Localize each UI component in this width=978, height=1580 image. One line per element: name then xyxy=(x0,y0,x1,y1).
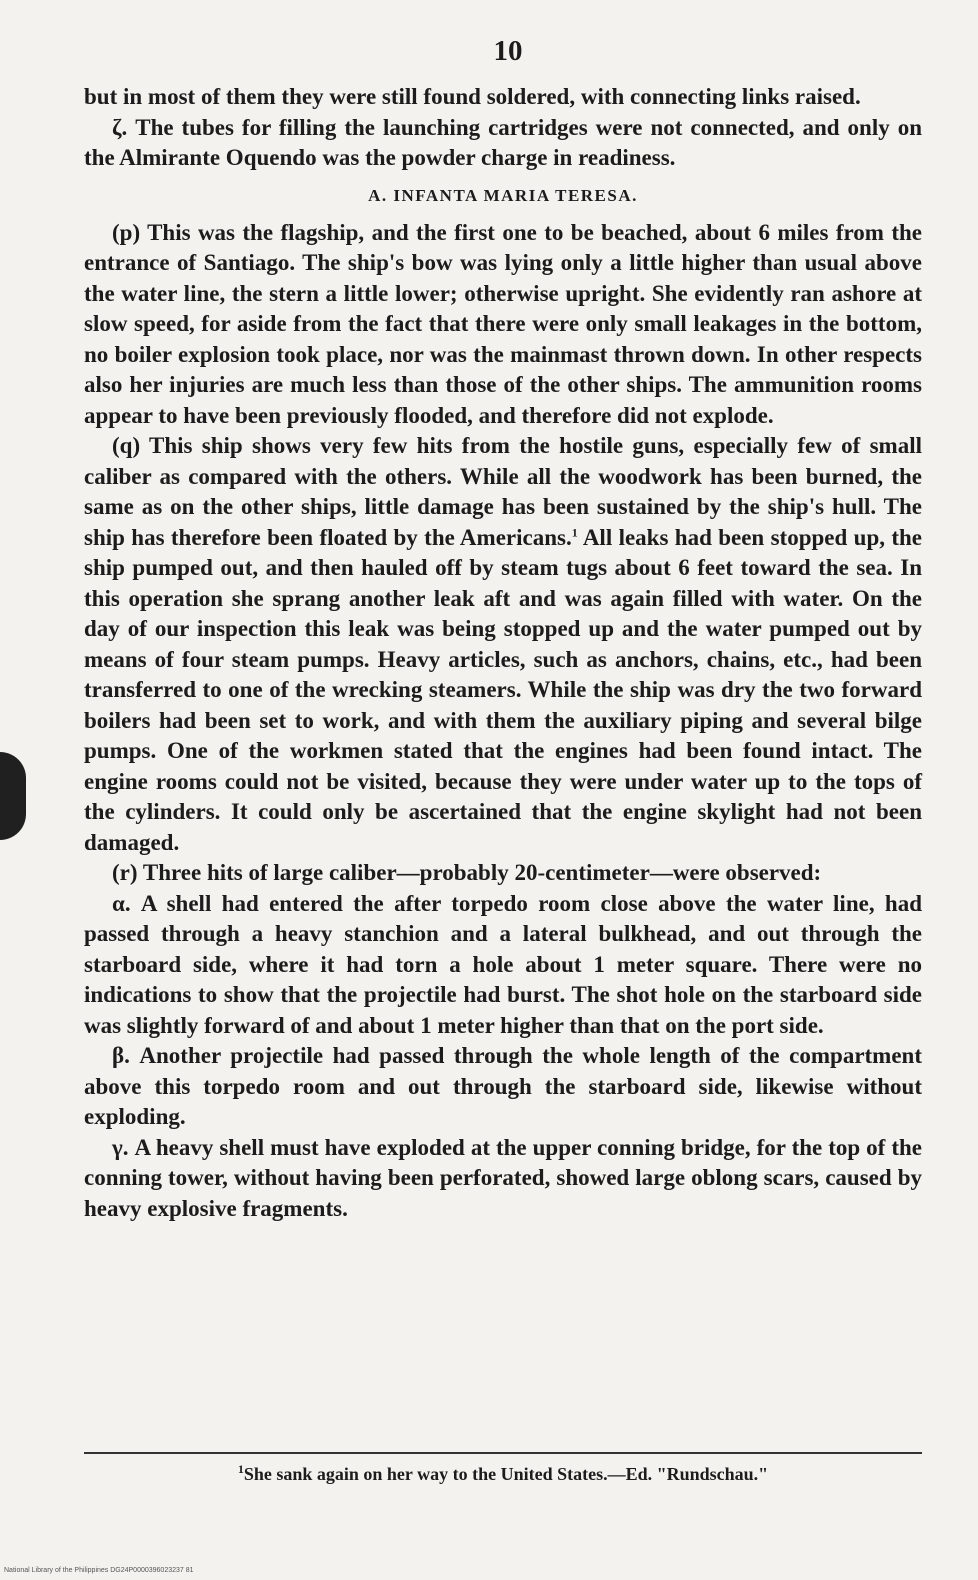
scan-credit: National Library of the Philippines DG24P0000396023237 81 xyxy=(4,1567,194,1574)
paragraph-p: (p) This was the flagship, and the first one to be beached, about 6 miles from the entrance of Santiago. The ship's bow was lying only a little higher than usual above the water line, the stern a little lower; otherwise upright. She evidently ran ashore at slow speed, for aside from the fact that there were only small leakages in the bottom, no boiler explosion took place, nor was the mainmast thrown down. In other respects also her injuries are much less than those of the other ships. The ammunition rooms appear to have been previously flooded, and therefore did not explode. xyxy=(84,219,922,428)
paragraph-q xyxy=(84,431,922,858)
page-number: 10 xyxy=(493,35,523,67)
paragraph-zeta: ζ. The tubes for filling the launching cartridges were not connected, and only on the Almirante Oquendo was the powder charge in readiness. xyxy=(84,114,922,170)
paragraph-q-part2: All leaks had been stopped up, the ship pumped out, and then hauled off by steam tugs about 6 feet toward the sea. In this operation she sprang another leak aft and was again filled with water. On the day of our inspection this leak was being stopped up and the water pumped out by means of four steam pumps. Heavy articles, such as anchors, chains, etc., had been transferred to one of the wrecking steamers. While the ship was dry the two forward boilers had been set to work, and with them the auxiliary piping and several bilge pumps. One of the workmen stated that the engines had been found intact. The engine rooms could not be visited, because they were under water up to the tops of the cylinders. It could only be ascertained that the engine skylight had not been damaged. xyxy=(84,524,923,855)
paragraph-alpha: α. A shell had entered the after torpedo room close above the water line, had passed through a heavy stanchion and a lateral bulkhead, and out through the starboard side, where it had torn a hole about 1 meter square. There were no indications to show that the projectile had burst. The shot hole on the starboard side was slightly forward of and about 1 meter higher than that on the port side. xyxy=(84,890,922,1038)
footnote-marker: 1 xyxy=(237,1462,244,1476)
footnote-text: She sank again on her way to the United States.—Ed. "Rundschau." xyxy=(243,1464,769,1484)
binding-shadow xyxy=(0,752,26,840)
footnote-divider xyxy=(84,1452,922,1454)
footnote xyxy=(84,1462,922,1486)
paragraph-beta: β. Another projectile had passed through the whole length of the compartment above this torpedo room and out through the starboard side, likewise without exploding. xyxy=(84,1043,922,1129)
paragraph-r: (r) Three hits of large caliber—probably 20-centimeter—were observed: xyxy=(112,860,822,885)
section-heading: A. INFANTA MARIA TERESA. xyxy=(368,185,638,205)
text-area xyxy=(84,34,922,1224)
footnote-reference: 1 xyxy=(571,524,578,539)
paragraph-gamma: γ. A heavy shell must have exploded at the upper conning bridge, for the top of the conning tower, without having been perforated, showed large oblong scars, caused by heavy explosive fragments. xyxy=(84,1134,922,1221)
paragraph-q-part1: (q) This ship shows very few hits from the hostile guns, especially few of small caliber as compared with the others. While all the woodwork has been burned, the same as on the other ships, little damage has been sustained by the ship's hull. The ship has therefore been floated by the Americans. xyxy=(84,433,922,550)
paragraph-continuation: but in most of them they were still found soldered, with connecting links raised. xyxy=(84,84,861,109)
